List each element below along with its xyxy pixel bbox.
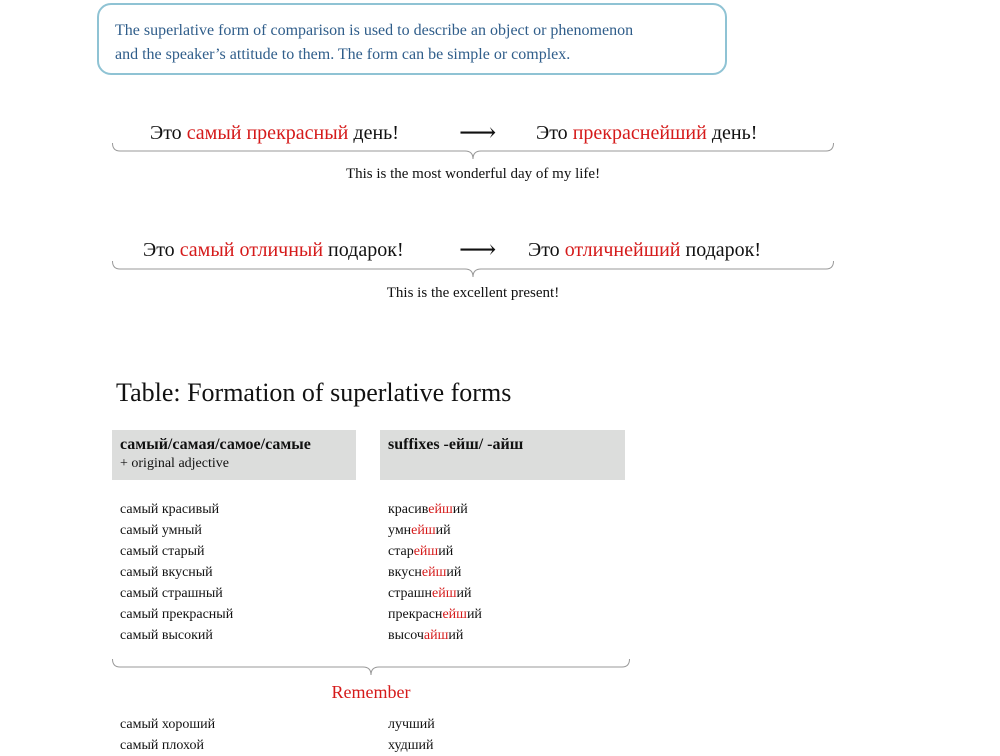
example-1-simple: Это прекраснейший день! [536, 122, 758, 144]
list-item: прекраснейший [388, 607, 482, 622]
example-1-translation: This is the most wonderful day of my life! [345, 166, 601, 182]
list-item: самый плохой [120, 738, 204, 753]
list-item: самый вкусный [120, 565, 213, 580]
example-2-simple: Это отличнейший подарок! [528, 239, 762, 261]
example-1-complex: Это самый прекрасный день! [150, 122, 399, 144]
list-item: умнейший [388, 523, 451, 538]
col1-header-title: самый/самая/самое/самые [120, 436, 311, 453]
list-item: лучший [388, 717, 435, 732]
brace-remember [112, 659, 630, 679]
list-item: самый старый [120, 544, 205, 559]
list-item: вкуснейший [388, 565, 462, 580]
list-item: высочайший [388, 628, 464, 643]
list-item: самый высокий [120, 628, 213, 643]
remember-label: Remember [331, 682, 411, 702]
list-item: красивейший [388, 502, 468, 517]
list-item: страшнейший [388, 586, 472, 601]
brace-2 [112, 261, 834, 281]
list-item: худший [388, 738, 434, 753]
list-item: самый красивый [120, 502, 220, 517]
definition-note [97, 3, 727, 75]
example-2-complex: Это самый отличный подарок! [143, 239, 404, 261]
col2-list [388, 499, 482, 646]
list-item: самый хороший [120, 717, 216, 732]
brace-1 [112, 143, 834, 163]
irregular-col2-list [388, 714, 435, 756]
col1-list [120, 499, 233, 646]
note-line-2: and the speaker’s attitude to them. The form can be simple or complex. [115, 46, 571, 63]
col2-header [380, 430, 625, 480]
note-line-1: The superlative form of comparison is used to describe an object or phenomenon [115, 22, 634, 39]
arrow-icon: ⟶ [459, 118, 497, 147]
arrow-icon: ⟶ [459, 235, 497, 264]
list-item: самый страшный [120, 586, 223, 601]
col1-header-sub: + original adjective [120, 456, 229, 471]
col1-header [112, 430, 356, 480]
list-item: самый прекрасный [120, 607, 234, 622]
example-2-translation: This is the excellent present! [386, 285, 560, 301]
table-title: Table: Formation of superlative forms [116, 378, 512, 407]
list-item: старейший [388, 544, 454, 559]
irregular-col1-list [120, 714, 215, 756]
list-item: самый умный [120, 523, 202, 538]
col2-header-title: suffixes -ейш/ -айш [388, 436, 524, 453]
